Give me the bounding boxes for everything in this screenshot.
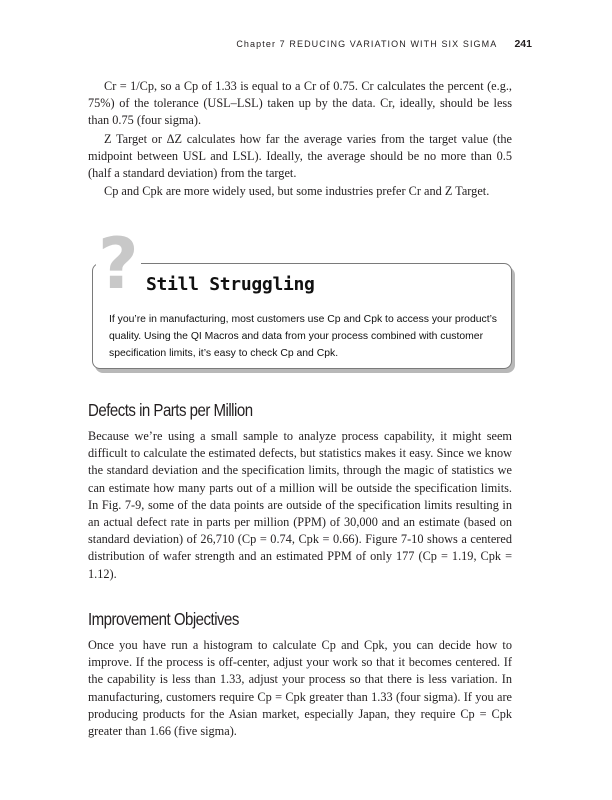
callout-title: Still Struggling (146, 274, 315, 295)
chapter-label: Chapter 7 (236, 39, 286, 49)
intro-paragraph-usage: Cp and Cpk are more widely used, but some industries prefer Cr and Z Target. (104, 184, 490, 198)
question-mark-icon: ? (98, 223, 139, 305)
chapter-title: REDUCING VARIATION WITH SIX SIGMA (289, 39, 497, 49)
page-number: 241 (514, 38, 532, 50)
section-body-improvement: Once you have run a histogram to calculate Cp and Cpk, you can decide how to improve. If the process is off-center, adjust your work so that it becomes centered. If the capability is less than 1.33, adjust your process so that there is less variation. In manufacturing, customers require Cp = Cpk greater than 1.33 (four sigma). If you are producing products for the Asian market, especially Japan, they require Cp = Cpk greater than 1.66 (five sigma). (88, 638, 512, 739)
section-heading-improvement: Improvement Objectives (88, 609, 239, 629)
section-body-defects: Because we’re using a small sample to analyze process capability, it might seem difficult to calculate the estimated defects, but statistics makes it easy. Since we know the standard deviation and the specification limits, through the magic of statistics we can estimate how many parts out of a million will be outside the specification limits. In Fig. 7-9, some of the data points are outside of the specification limits resulting in an actual defect rate in parts per million (PPM) of 30,000 and an estimate (based on standard deviation) of 26,710 (Cp = 0.74, Cpk = 0.66). Figure 7-10 shows a centered distribution of wafer strength and an estimated PPM of only 177 (Cp = 1.19, Cpk = 1.12). (88, 429, 512, 581)
intro-paragraph-z-target: Z Target or ΔZ calculates how far the average varies from the target value (the midpoint between USL and LSL). Ideally, the average should be no more than 0.5 (half a standard deviation) from the target. (88, 132, 512, 181)
callout-body: If you’re in manufacturing, most customers use Cp and Cpk to access your product’s quality. Using the QI Macros and data from your process combined with customer specification limits, it’s easy to check Cp and Cpk. (109, 314, 497, 359)
running-head (92, 38, 532, 50)
section-heading-defects: Defects in Parts per Million (88, 400, 253, 420)
intro-paragraph-cr: Cr = 1/Cp, so a Cp of 1.33 is equal to a Cr of 0.75. Cr calculates the percent (e.g., 75%) of the tolerance (USL–LSL) taken up by the data. Cr, ideally, should be less than 0.75 (four sigma). (88, 79, 512, 128)
